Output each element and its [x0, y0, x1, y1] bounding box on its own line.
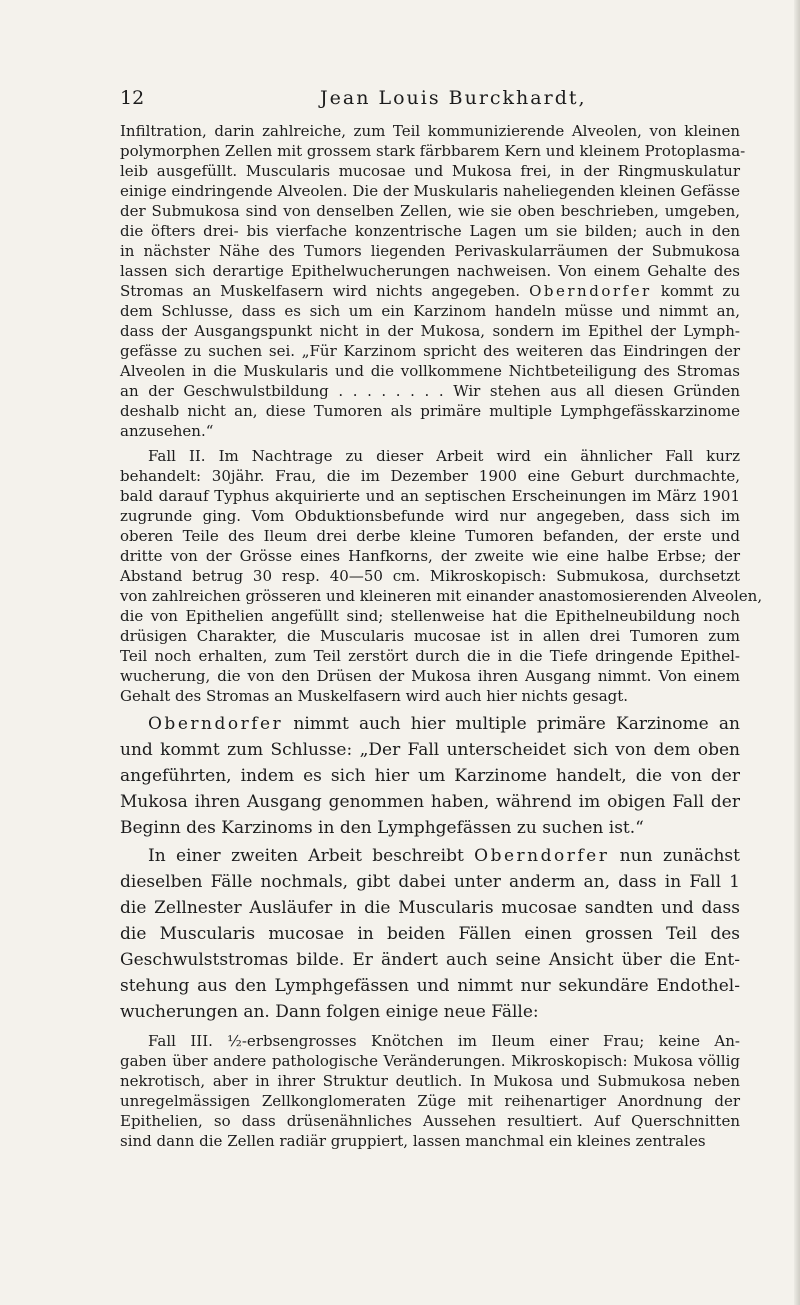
text-line: wucherung, die von den Drüsen der Mukosa ihren Ausgang nimmt. Von einem — [120, 667, 740, 685]
text-line: Fall II. Im Nachtrage zu dieser Arbeit wird ein ähnlicher Fall kurz — [148, 447, 740, 465]
text-line: drüsigen Charakter, die Muscularis mucosae ist in allen drei Tumoren zum — [120, 627, 740, 645]
text-line: Beginn des Karzinoms in den Lymphgefässen zu suchen ist.“ — [120, 818, 644, 838]
text-line: Alveolen in die Muskularis und die vollkommene Nichtbeteiligung des Stromas — [120, 362, 740, 380]
paragraph-second-work — [120, 843, 740, 1025]
text-line: Fall III. ½-erbsengrosses Knötchen im Ileum einer Frau; keine An- — [148, 1032, 740, 1050]
text-line: dass der Ausgangspunkt nicht in der Mukosa, sondern im Epithel der Lymph- — [120, 322, 740, 340]
author-name-spaced: Oberndorfer — [474, 846, 610, 866]
author-name-spaced: Oberndorfer — [529, 282, 652, 300]
text-line: wucherungen an. Dann folgen einige neue Fälle: — [120, 1002, 539, 1022]
paragraph-fall-iii — [120, 1031, 740, 1151]
text-line: bald darauf Typhus akquirierte und an septischen Erscheinungen im März 1901 — [120, 487, 740, 505]
text-line: stehung aus den Lymphgefässen und nimmt nur sekundäre Endothel- — [120, 976, 740, 996]
text-line: und kommt zum Schlusse: „Der Fall unterscheidet sich von dem oben — [120, 740, 740, 760]
text-line: dem Schlusse, dass es sich um ein Karzinom handeln müsse und nimmt an, — [120, 302, 740, 320]
text-line: von zahlreichen grösseren und kleineren mit einander anastomosierenden Alveolen, — [120, 587, 763, 605]
text-line: gefässe zu suchen sei. „Für Karzinom spricht des weiteren das Eindringen der — [120, 342, 740, 360]
text-line: oberen Teile des Ileum drei derbe kleine Tumoren befanden, der erste und — [120, 527, 740, 545]
text-line: der Submukosa sind von denselben Zellen, wie sie oben beschrieben, umgeben, — [120, 202, 740, 220]
running-title: Jean Louis Burckhardt, — [320, 87, 587, 109]
text-line: polymorphen Zellen mit grossem stark färbbarem Kern und kleinem Protoplasma- — [120, 142, 746, 160]
text-line: behandelt: 30jähr. Frau, die im Dezember 1900 eine Geburt durchmachte, — [120, 467, 740, 485]
text-line: einige eindringende Alveolen. Die der Muskularis naheliegenden kleinen Gefässe — [120, 182, 740, 200]
page-edge-shadow — [794, 0, 800, 1305]
text-line: Oberndorfer nimmt auch hier multiple primäre Karzinome an — [148, 714, 740, 734]
text-line: sind dann die Zellen radiär gruppiert, lassen manchmal ein kleines zentrales — [120, 1132, 706, 1150]
text-line: Epithelien, so dass drüsenähnliches Aussehen resultiert. Auf Querschnitten — [120, 1112, 740, 1130]
text-line: Geschwulststromas bilde. Er ändert auch seine Ansicht über die Ent- — [120, 950, 740, 970]
text-line: dieselben Fälle nochmals, gibt dabei unter anderm an, dass in Fall 1 — [120, 872, 740, 892]
text-line: Teil noch erhalten, zum Teil zerstört durch die in die Tiefe dringende Epithel- — [120, 647, 740, 665]
text-line: angeführten, indem es sich hier um Karzinome handelt, die von der — [120, 766, 740, 786]
text-line: Infiltration, darin zahlreiche, zum Teil kommunizierende Alveolen, von kleinen — [120, 122, 740, 140]
paragraph-oberndorfer-conclusion — [120, 711, 740, 841]
text-line: an der Geschwulstbildung . . . . . . . . Wir stehen aus all diesen Gründen — [120, 382, 740, 400]
text-line: nekrotisch, aber in ihrer Struktur deutlich. In Mukosa und Submukosa neben — [120, 1072, 740, 1090]
text-line: anzusehen.“ — [120, 422, 214, 440]
text-line: leib ausgefüllt. Muscularis mucosae und Mukosa frei, in der Ringmuskulatur — [120, 162, 740, 180]
text-line: deshalb nicht an, diese Tumoren als primäre multiple Lymphgefässkarzinome — [120, 402, 740, 420]
text-line: die Muscularis mucosae in beiden Fällen einen grossen Teil des — [120, 924, 740, 944]
text-line: dritte von der Grösse eines Hanfkorns, der zweite wie eine halbe Erbse; der — [120, 547, 740, 565]
text-line: unregelmässigen Zellkonglomeraten Züge mit reihenartiger Anordnung der — [120, 1092, 740, 1110]
text-line: die von Epithelien angefüllt sind; stellenweise hat die Epithelneubildung noch — [120, 607, 740, 625]
text-line: Stromas an Muskelfasern wird nichts angegeben. Oberndorfer kommt zu — [120, 282, 740, 300]
page-number: 12 — [120, 87, 145, 109]
text-line: die Zellnester Ausläufer in die Muscularis mucosae sandten und dass — [120, 898, 740, 918]
text-line: Gehalt des Stromas an Muskelfasern wird auch hier nichts gesagt. — [120, 687, 629, 705]
paragraph-fall-ii — [120, 446, 763, 706]
text-line: lassen sich derartige Epithelwucherungen nachweisen. Von einem Gehalte des — [120, 262, 740, 280]
author-name-spaced: Oberndorfer — [148, 714, 284, 734]
text-line: zugrunde ging. Vom Obduktionsbefunde wird nur angegeben, dass sich im — [120, 507, 740, 525]
text-line: Abstand betrug 30 resp. 40—50 cm. Mikroskopisch: Submukosa, durchsetzt — [120, 567, 740, 585]
text-line: gaben über andere pathologische Veränderungen. Mikroskopisch: Mukosa völlig — [120, 1052, 740, 1070]
paragraph-case-i-continuation — [120, 121, 746, 441]
text-line: die öfters drei- bis vierfache konzentrische Lagen um sie bilden; auch in den — [120, 222, 740, 240]
text-line: in nächster Nähe des Tumors liegenden Perivaskularräumen der Submukosa — [120, 242, 740, 260]
text-line: In einer zweiten Arbeit beschreibt Oberndorfer nun zunächst — [148, 846, 740, 866]
text-line: Mukosa ihren Ausgang genommen haben, während im obigen Fall der — [120, 792, 740, 812]
page-header — [120, 87, 740, 113]
